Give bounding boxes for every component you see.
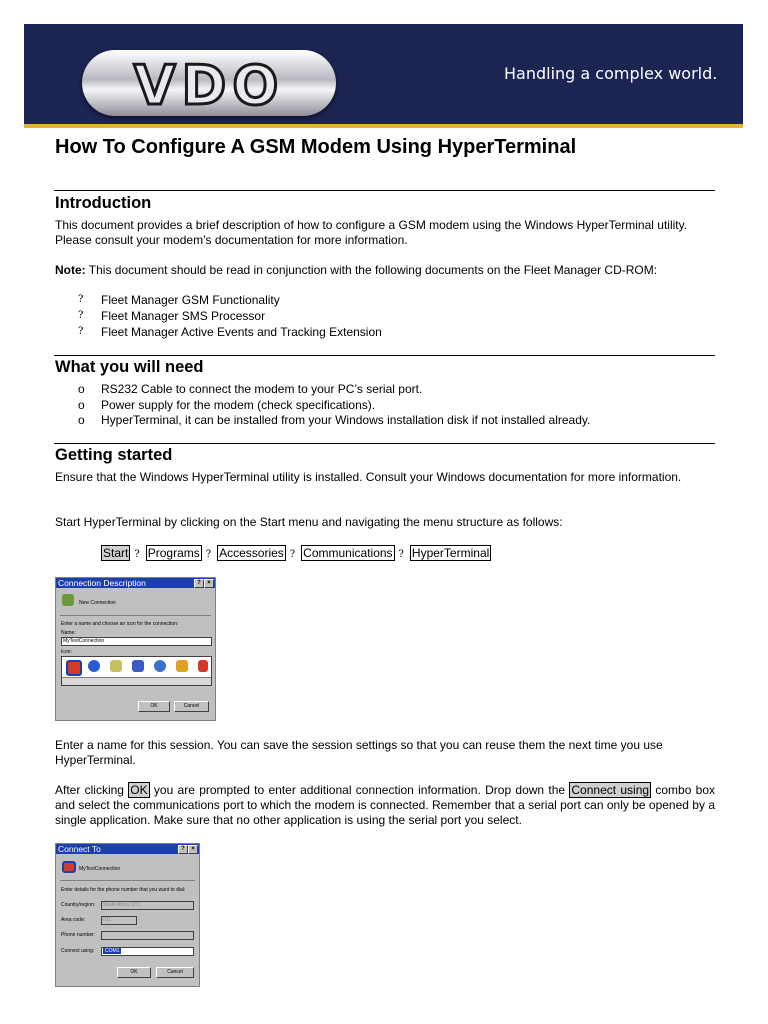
document-title: How To Configure A GSM Modem Using HyperTerminal bbox=[55, 136, 577, 158]
note-text: This document should be read in conjunction with the following documents on the Fleet Manager CD-ROM: bbox=[85, 263, 658, 277]
bullet-marker: ? bbox=[78, 326, 84, 337]
menu-accessories: Accessories bbox=[219, 546, 284, 560]
vdo-logo bbox=[82, 50, 336, 116]
started-paragraph-4 bbox=[55, 783, 715, 828]
list-marker: o bbox=[78, 413, 85, 427]
cancel-button[interactable]: Cancel bbox=[174, 701, 209, 712]
tagline: Handling a complex world. bbox=[504, 64, 718, 83]
horizontal-scrollbar[interactable] bbox=[62, 677, 211, 685]
country-select[interactable]: South Africa (27) bbox=[101, 901, 194, 910]
list-marker: o bbox=[78, 382, 85, 396]
menu-hyperterminal: HyperTerminal bbox=[411, 546, 490, 560]
connect-to-dialog bbox=[55, 843, 200, 987]
icon-option[interactable] bbox=[110, 660, 122, 672]
help-button[interactable]: ? bbox=[178, 845, 188, 854]
note-paragraph bbox=[55, 263, 715, 278]
connect-using-value: COM1 bbox=[105, 948, 120, 954]
close-button[interactable]: × bbox=[204, 579, 214, 588]
list-item: Fleet Manager GSM Functionality bbox=[101, 293, 280, 307]
list-item: Fleet Manager Active Events and Tracking Extension bbox=[101, 325, 382, 339]
cancel-button[interactable]: Cancel bbox=[156, 967, 194, 978]
icon-option[interactable] bbox=[198, 660, 208, 672]
paragraph-text: combo box and select the communications port to which the modem is connected. Remember that a serial port can only be opened by a single application. Make sure that no other application is using the serial port you select. bbox=[55, 783, 716, 827]
help-button[interactable]: ? bbox=[194, 579, 204, 588]
menu-separator: ? bbox=[398, 549, 404, 560]
area-code-label: Area code: bbox=[61, 917, 86, 923]
list-item: HyperTerminal, it can be installed from your Windows installation disk if not installed already. bbox=[101, 413, 591, 427]
section-rule bbox=[54, 190, 715, 191]
icon-list[interactable] bbox=[61, 656, 212, 686]
dialog-titlebar bbox=[56, 578, 215, 588]
dialog-title: Connection Description bbox=[58, 578, 146, 588]
paragraph-text: After clicking bbox=[55, 783, 129, 797]
bullet-marker: ? bbox=[78, 294, 84, 305]
list-marker: o bbox=[78, 398, 85, 412]
connection-description-dialog bbox=[55, 577, 216, 721]
dialog-subtitle: MyTestConnection bbox=[79, 866, 121, 872]
country-label: Country/region: bbox=[61, 902, 96, 908]
phone-icon bbox=[62, 594, 74, 606]
icon-option[interactable] bbox=[132, 660, 144, 672]
heading-what-you-need: What you will need bbox=[55, 358, 204, 376]
started-paragraph-3: Enter a name for this session. You can save the session settings so that you can reuse them the next time you use HyperTerminal. bbox=[55, 738, 663, 767]
header-banner bbox=[24, 24, 743, 124]
section-rule bbox=[54, 443, 715, 444]
icon-option[interactable] bbox=[154, 660, 166, 672]
close-button[interactable]: × bbox=[188, 845, 198, 854]
connect-using-reference: Connect using bbox=[571, 783, 650, 797]
heading-introduction: Introduction bbox=[55, 194, 152, 212]
phone-icon bbox=[62, 861, 76, 873]
dialog-prompt: Enter details for the phone number that you want to dial: bbox=[61, 887, 186, 893]
heading-getting-started: Getting started bbox=[55, 446, 173, 464]
connect-using-select[interactable] bbox=[101, 947, 194, 956]
banner-divider bbox=[24, 124, 743, 128]
logo-text: VDO bbox=[133, 54, 285, 117]
ok-reference: OK bbox=[130, 783, 148, 797]
dialog-title: Connect To bbox=[58, 844, 101, 854]
ok-button[interactable]: OK bbox=[117, 967, 151, 978]
menu-communications: Communications bbox=[303, 546, 393, 560]
menu-separator: ? bbox=[289, 549, 296, 560]
started-paragraph-1: Ensure that the Windows HyperTerminal utility is installed. Consult your Windows documentation for more information. bbox=[55, 470, 682, 484]
list-item: Power supply for the modem (check specifications). bbox=[101, 398, 376, 412]
phone-number-input[interactable] bbox=[101, 931, 194, 940]
icon-option[interactable] bbox=[88, 660, 100, 672]
intro-paragraph: This document provides a brief description of how to configure a GSM modem using the Windows HyperTerminal utility. Please consult your modem’s documentation for more information. bbox=[55, 218, 688, 247]
icon-option[interactable] bbox=[176, 660, 188, 672]
dialog-subtitle: New Connection bbox=[79, 600, 116, 606]
divider bbox=[60, 615, 211, 616]
icon-option[interactable] bbox=[66, 660, 82, 676]
dialog-titlebar bbox=[56, 844, 199, 854]
ok-button[interactable]: OK bbox=[138, 701, 170, 712]
name-label: Name: bbox=[61, 630, 76, 636]
connect-using-label: Connect using: bbox=[61, 948, 95, 954]
section-rule bbox=[54, 355, 715, 356]
paragraph-text: you are prompted to enter additional connection information. Drop down the bbox=[149, 783, 570, 797]
bullet-marker: ? bbox=[78, 310, 84, 321]
menu-separator: ? bbox=[205, 549, 212, 560]
note-label: Note: bbox=[55, 263, 86, 277]
phone-number-label: Phone number: bbox=[61, 932, 96, 938]
menu-path bbox=[101, 545, 491, 563]
menu-separator: ? bbox=[134, 549, 140, 560]
menu-start: Start bbox=[103, 546, 129, 560]
name-input[interactable]: MyTestConnection bbox=[61, 637, 212, 646]
started-paragraph-2: Start HyperTerminal by clicking on the Start menu and navigating the menu structure as follows: bbox=[55, 515, 563, 529]
icon-label: Icon: bbox=[61, 649, 72, 655]
dialog-prompt: Enter a name and choose an icon for the connection: bbox=[61, 621, 179, 627]
area-code-input[interactable]: 011 bbox=[101, 916, 137, 925]
list-item: RS232 Cable to connect the modem to your PC’s serial port. bbox=[101, 382, 423, 396]
divider bbox=[60, 880, 195, 881]
list-item: Fleet Manager SMS Processor bbox=[101, 309, 266, 323]
menu-programs: Programs bbox=[147, 546, 200, 560]
